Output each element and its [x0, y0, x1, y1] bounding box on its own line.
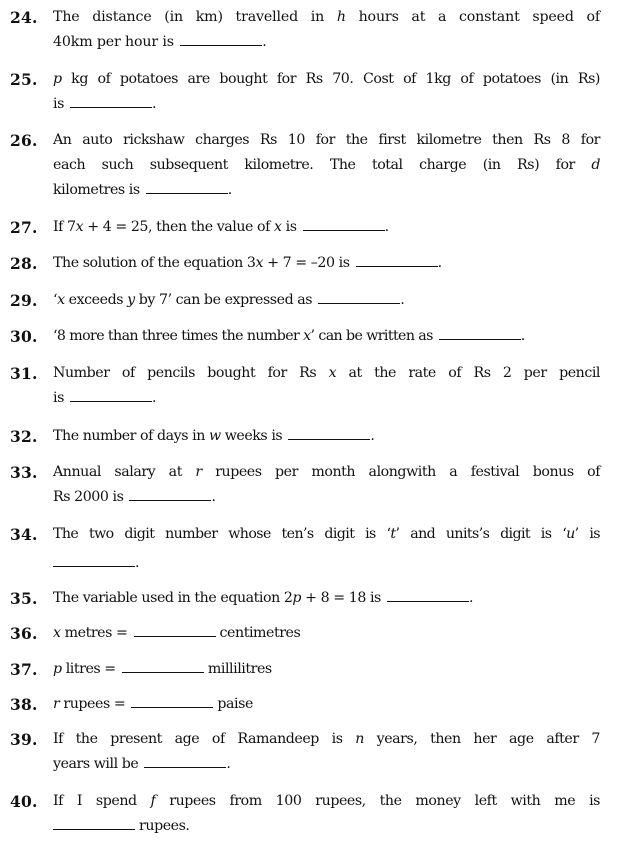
question-text: [53, 67, 600, 117]
variable: r: [53, 696, 60, 712]
question-number: 29.: [10, 291, 38, 310]
text-line: [53, 128, 600, 153]
text-line: [53, 789, 600, 814]
text: + 7 = –20 is: [263, 255, 354, 271]
answer-blank[interactable]: [53, 815, 135, 830]
question-number: 30.: [10, 327, 38, 346]
question-number: 27.: [10, 218, 38, 237]
question-text: [53, 251, 600, 276]
text-line: [53, 153, 600, 178]
variable: x: [274, 219, 282, 235]
text-line: [53, 178, 600, 203]
text: 40km per hour is: [53, 34, 179, 50]
variable: w: [208, 428, 221, 444]
answer-blank[interactable]: [303, 216, 385, 231]
answer-blank[interactable]: [53, 552, 135, 567]
text: rupees =: [59, 696, 130, 712]
text-line: [53, 251, 600, 276]
variable: p: [292, 590, 302, 606]
variable: x: [53, 625, 61, 641]
text: + 4 = 25, then the value of: [83, 219, 275, 235]
text-line: [53, 522, 600, 547]
question-number: 35.: [10, 589, 38, 608]
variable: d: [591, 157, 600, 173]
text: ‘: [53, 292, 58, 308]
variable: h: [336, 9, 346, 25]
text: millilitres: [203, 661, 272, 677]
text-line: [53, 67, 600, 92]
text-line: [53, 727, 600, 752]
variable: t: [390, 526, 396, 542]
answer-blank[interactable]: [356, 252, 438, 267]
text-line: [53, 814, 600, 839]
answer-blank[interactable]: [439, 325, 521, 340]
text: ’ and units’s digit is ‘: [395, 526, 567, 542]
text-line: [53, 30, 600, 55]
text: Number of pencils bought for Rs: [53, 365, 329, 381]
text-line: [53, 288, 600, 313]
answer-blank[interactable]: [122, 658, 204, 673]
text-line: [53, 424, 600, 449]
question-text: [53, 621, 600, 646]
text: is: [53, 390, 68, 406]
text-line: [53, 752, 600, 777]
text: rupees.: [135, 818, 190, 834]
text: + 8 = 18 is: [301, 590, 385, 606]
text: ’ is: [574, 526, 600, 542]
text: .: [211, 489, 216, 505]
variable: f: [150, 793, 156, 809]
text: kg of potatoes are bought for Rs 70. Cost of 1kg of potatoes (in Rs): [61, 71, 600, 87]
question-number: 26.: [10, 131, 38, 150]
text-line: [53, 692, 600, 717]
question-text: [53, 5, 600, 55]
text-line: [53, 586, 600, 611]
text-line: [53, 215, 600, 240]
question-text: [53, 657, 600, 682]
text-line: [53, 621, 600, 646]
text: .: [468, 590, 473, 606]
text-line: [53, 5, 600, 30]
text: If the present age of Ramandeep is: [53, 731, 356, 747]
text: The solution of the equation 3: [53, 255, 256, 271]
text: litres =: [61, 661, 120, 677]
text-line: [53, 485, 600, 510]
question-text: [53, 727, 600, 777]
question-number: 32.: [10, 427, 38, 446]
variable: x: [255, 255, 264, 271]
question-text: [53, 789, 600, 839]
text: is: [53, 96, 68, 112]
question-text: [53, 215, 600, 240]
answer-blank[interactable]: [70, 93, 152, 108]
question-number: 37.: [10, 660, 38, 679]
question-number: 40.: [10, 792, 38, 811]
text: paise: [213, 696, 253, 712]
answer-blank[interactable]: [288, 425, 370, 440]
text: The distance (in km) travelled in: [53, 9, 337, 25]
variable: n: [355, 731, 364, 747]
text: is: [281, 219, 301, 235]
text: .: [227, 182, 232, 198]
question-number: 25.: [10, 70, 38, 89]
answer-blank[interactable]: [70, 387, 152, 402]
text-line: [53, 386, 600, 411]
question-text: [53, 128, 600, 203]
question-number: 39.: [10, 730, 38, 749]
question-text: [53, 424, 600, 449]
variable: r: [195, 464, 202, 480]
variable: p: [53, 661, 62, 677]
answer-blank[interactable]: [129, 486, 211, 501]
text: .: [262, 34, 267, 50]
question-number: 31.: [10, 364, 38, 383]
text: If 7: [53, 219, 76, 235]
text-line: [53, 324, 600, 349]
question-text: [53, 586, 600, 611]
answer-blank[interactable]: [387, 587, 469, 602]
question-number: 38.: [10, 695, 38, 714]
question-text: [53, 522, 600, 576]
text: exceeds: [64, 292, 128, 308]
variable: x: [57, 292, 65, 308]
text: If I spend: [53, 793, 151, 809]
answer-blank[interactable]: [144, 753, 226, 768]
text-line: [53, 460, 600, 485]
text-line: [53, 657, 600, 682]
text: The two digit number whose ten’s digit is ‘: [53, 526, 391, 542]
text: by 7’ can be expressed as: [134, 292, 317, 308]
text: centimetres: [215, 625, 301, 641]
answer-blank[interactable]: [146, 179, 228, 194]
question-number: 34.: [10, 525, 38, 544]
text: .: [226, 756, 231, 772]
text: metres =: [60, 625, 132, 641]
answer-blank[interactable]: [180, 31, 262, 46]
text-line: [53, 361, 600, 386]
text: .: [400, 292, 405, 308]
text: weeks is: [220, 428, 287, 444]
text: years will be: [53, 756, 143, 772]
text: years, then her age after 7: [363, 731, 600, 747]
text: hours at a constant speed of: [345, 9, 601, 25]
question-text: [53, 460, 600, 510]
question-number: 24.: [10, 8, 38, 27]
question-text: [53, 288, 600, 313]
variable: x: [303, 328, 311, 344]
text: ’ can be written as: [310, 328, 437, 344]
text: each such subsequent kilometre. The total charge (in Rs) for: [53, 157, 592, 173]
text: The variable used in the equation 2: [53, 590, 293, 606]
text: rupees from 100 rupees, the money left with me is: [155, 793, 600, 809]
text: .: [520, 328, 525, 344]
text: Rs 2000 is: [53, 489, 128, 505]
text: The number of days in: [53, 428, 209, 444]
text: .: [370, 428, 375, 444]
text-line: [53, 92, 600, 117]
question-text: [53, 692, 600, 717]
text: kilometres is: [53, 182, 144, 198]
text: .: [437, 255, 442, 271]
variable: u: [566, 526, 575, 542]
text: Annual salary at: [53, 464, 196, 480]
text: .: [151, 96, 157, 112]
text: An auto rickshaw charges Rs 10 for the first kilometre then Rs 8 for: [53, 132, 600, 148]
text-line: [53, 551, 600, 576]
variable: x: [328, 365, 337, 381]
answer-blank[interactable]: [318, 289, 400, 304]
question-number: 33.: [10, 463, 38, 482]
variable: y: [127, 292, 135, 308]
text: at the rate of Rs 2 per pencil: [336, 365, 600, 381]
text: .: [135, 555, 139, 571]
question-number: 28.: [10, 254, 38, 273]
text: ‘8 more than three times the number: [53, 328, 304, 344]
text: rupees per month alongwith a festival bonus of: [201, 464, 600, 480]
text: .: [151, 390, 157, 406]
variable: x: [75, 219, 84, 235]
text: .: [384, 219, 389, 235]
variable: p: [53, 71, 62, 87]
answer-blank[interactable]: [134, 622, 216, 637]
answer-blank[interactable]: [131, 693, 213, 708]
question-text: [53, 324, 600, 349]
question-text: [53, 361, 600, 411]
question-number: 36.: [10, 624, 38, 643]
